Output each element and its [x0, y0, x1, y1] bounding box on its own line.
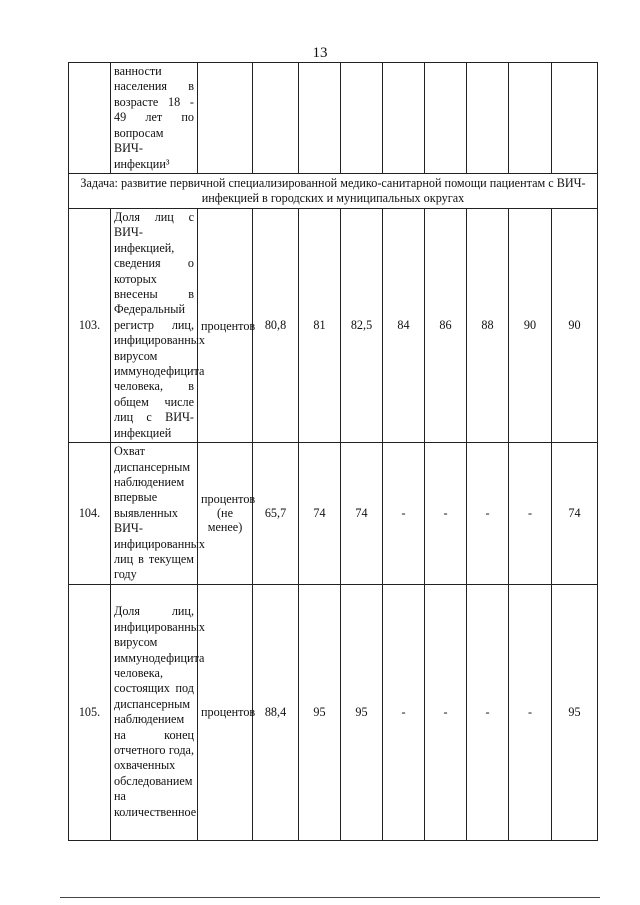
value-cell: -: [509, 443, 552, 585]
task-heading: Задача: развитие первичной специализированной медико-санитарной помощи пациентам с ВИЧ-инфекцией в городских и муниципальных округах: [69, 174, 598, 209]
value-cell: 81: [299, 209, 341, 443]
value-cell: 95: [341, 584, 383, 840]
indicators-table: [68, 62, 598, 841]
value-cell: -: [383, 443, 425, 585]
unit-cell: процентов: [198, 584, 253, 840]
value-cell: 84: [383, 209, 425, 443]
indicator-name: ванности населения в возрасте 18 - 49 лет по вопросам ВИЧ-инфекции³: [111, 63, 198, 174]
row-number: 104.: [69, 443, 111, 585]
value-cell: 86: [425, 209, 467, 443]
value-cell: 74: [341, 443, 383, 585]
table-row: [69, 63, 598, 174]
value-cell: 95: [552, 584, 598, 840]
value-cell: -: [425, 443, 467, 585]
value-cell: 90: [509, 209, 552, 443]
indicator-name: Доля лиц, инфицированных вирусом иммунодефицита человека, состоящих под диспансерным наблюдением на конец отчетного года, охваченных обследованием на количественное: [111, 584, 198, 840]
value-cell: 74: [552, 443, 598, 585]
row-number: 105.: [69, 584, 111, 840]
task-row: [69, 174, 598, 209]
unit-cell: процентов: [198, 209, 253, 443]
row-num-cell: [69, 63, 111, 174]
table-row: [69, 209, 598, 443]
unit-cell: процентов (не менее): [198, 443, 253, 585]
row-number: 103.: [69, 209, 111, 443]
value-cell: 95: [299, 584, 341, 840]
value-cell: 88: [467, 209, 509, 443]
value-cell: -: [467, 443, 509, 585]
table-row: [69, 443, 598, 585]
value-cell: 80,8: [253, 209, 299, 443]
table-row: [69, 584, 598, 840]
value-cell: -: [509, 584, 552, 840]
value-cell: -: [383, 584, 425, 840]
value-cell: 65,7: [253, 443, 299, 585]
indicator-name: Охват диспансерным наблюдением впервые выявленных ВИЧ-инфицированных лиц в текущем году: [111, 443, 198, 585]
value-cell: -: [425, 584, 467, 840]
value-cell: -: [467, 584, 509, 840]
value-cell: 74: [299, 443, 341, 585]
indicator-name: Доля лиц с ВИЧ-инфекцией, сведения о которых внесены в Федеральный регистр лиц, инфицированных вирусом иммунодефицита человека, в общем числе лиц с ВИЧ-инфекцией: [111, 209, 198, 443]
value-cell: 90: [552, 209, 598, 443]
value-cell: 88,4: [253, 584, 299, 840]
page-number: 13: [312, 45, 328, 61]
value-cell: 82,5: [341, 209, 383, 443]
page-bottom-rule: [60, 897, 600, 898]
